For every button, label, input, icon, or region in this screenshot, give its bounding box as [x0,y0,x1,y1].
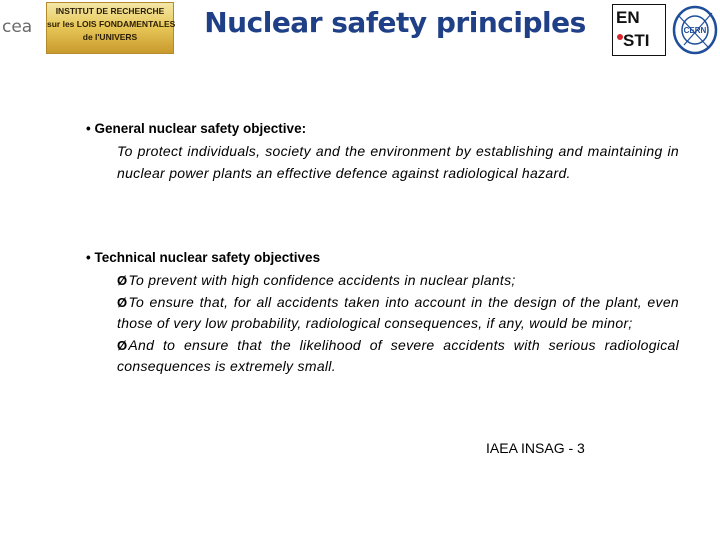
en-sti-logo-line-2: STI [623,31,650,50]
list-item [117,292,679,335]
section-heading-technical: • Technical nuclear safety objectives [86,250,321,265]
list-item-text: To ensure that, for all accidents taken into account in the design of the plant, even those of very low probability, radiological consequences, if any, would be minor; [117,293,679,331]
irfu-logo-line-1: INSTITUT DE RECHERCHE [55,6,165,16]
source-citation: IAEA INSAG - 3 [486,440,585,456]
arrow-bullet-icon: Ø [117,337,128,353]
section-heading-general: • General nuclear safety objective: [86,121,307,136]
arrow-bullet-icon: Ø [117,294,128,310]
svg-text:CERN: CERN [683,26,707,35]
list-item [117,270,679,292]
page-title: Nuclear safety principles [204,6,586,39]
svg-text:cea: cea [2,17,33,37]
arrow-bullet-icon: Ø [117,273,128,288]
irfu-logo-line-3: de l'UNIVERS [82,32,138,42]
list-item-text: To prevent with high confidence accidents in nuclear plants; [128,272,516,288]
technical-objectives-list [117,270,679,378]
list-item-text: And to ensure that the likelihood of severe accidents with serious radiological consequences is extremely small. [117,336,679,374]
general-objective-text [117,141,679,184]
general-objective-paragraph: To protect individuals, society and the environment by establishing and maintaining in nuclear power plants an effective defence against radiological hazard. [117,143,679,181]
list-item [117,335,679,378]
irfu-logo-line-2: sur les LOIS FONDAMENTALES [47,19,176,29]
en-sti-logo-line-1: EN [616,8,640,27]
